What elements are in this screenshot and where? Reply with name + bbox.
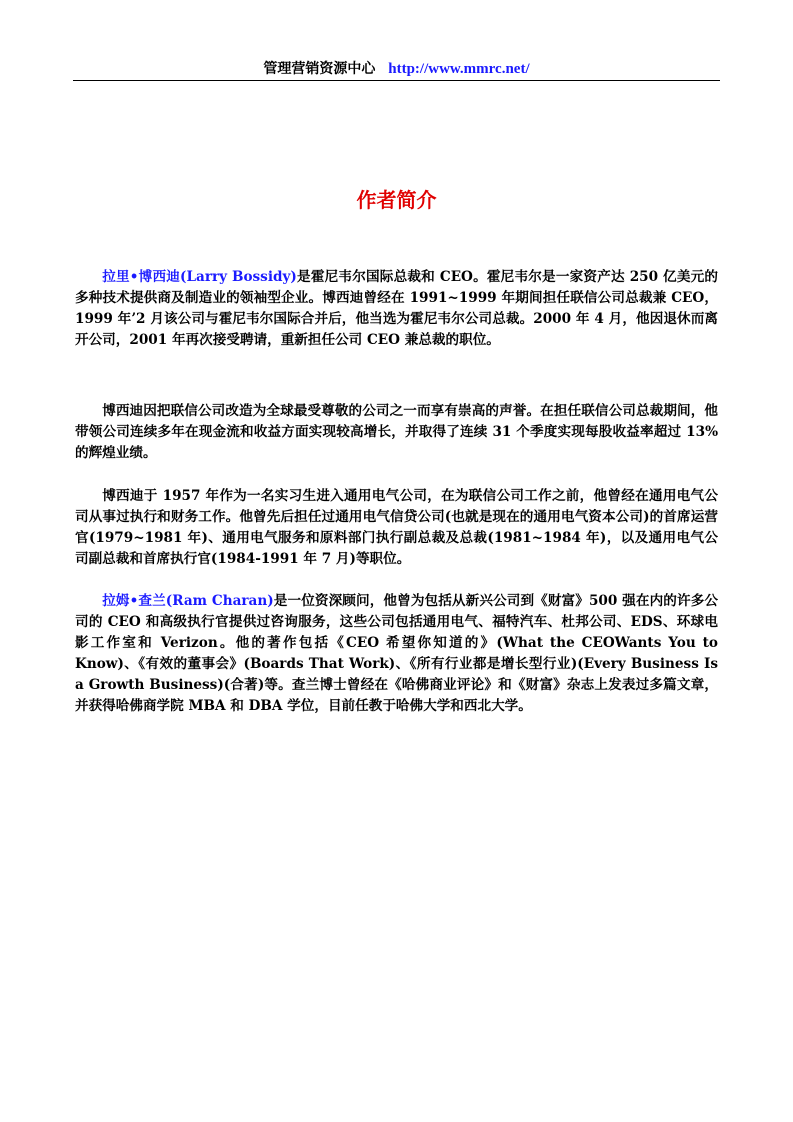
paragraph-charan-intro — [75, 591, 718, 717]
author-link-bossidy[interactable]: 拉里•博西迪(Larry Bossidy) — [102, 269, 297, 285]
paragraph-text: 是一位资深顾问，他曾为包括从新兴公司到《财富》500 强在内的许多公司的 CEO 和高级执行官提供过咨询服务，这些公司包括通用电气、福特汽车、杜邦公司、EDS、环球电影工作室和 Verizon。他的著作包括《CEO 希望你知道的》(What the CEOWants You to Know)、《有效的董事会》(Boards That Work)、《所有行业都是增长型行业)(Every Business Is a Growth Business)(合著)等。查兰博士曾经在《哈佛商业评论》和《财富》杂志上发表过多篇文章，并获得哈佛商学院 MBA 和 DBA 学位，目前任教于哈佛大学和西北大学。 — [75, 593, 718, 714]
paragraph-text: 博西迪于 1957 年作为一名实习生进入通用电气公司，在为联信公司工作之前，他曾经在通用电气公司从事过执行和财务工作。他曾先后担任过通用电气信贷公司(也就是现在的通用电气资本公司)的首席运营官(1979~1981 年)、通用电气服务和原料部门执行副总裁及总裁(1981~1984 年)，以及通用电气公司副总裁和首席执行官(1984-1991 年 7 月)等职位。 — [75, 488, 718, 567]
page-title: 作者简介 — [356, 188, 437, 212]
paragraph-bossidy-reputation — [75, 401, 718, 464]
site-url-link[interactable]: http://www.mmrc.net/ — [388, 61, 530, 77]
paragraph-bossidy-career — [75, 486, 718, 570]
paragraph-bossidy-intro — [75, 267, 718, 351]
page-header — [73, 58, 720, 81]
paragraph-text: 是霍尼韦尔国际总裁和 CEO。霍尼韦尔是一家资产达 250 亿美元的多种技术提供商及制造业的领袖型企业。博西迪曾经在 1991~1999 年期间担任联信公司总裁兼 CEO，1999 年’2 月该公司与霍尼韦尔国际合并后，他当选为霍尼韦尔公司总裁。2000 年 4 月，他因退休而离开公司，2001 年再次接受聘请，重新担任公司 CEO 兼总裁的职位。 — [75, 269, 718, 348]
author-link-charan[interactable]: 拉姆•查兰(Ram Charan) — [102, 593, 274, 609]
paragraph-text: 博西迪因把联信公司改造为全球最受尊敬的公司之一而享有崇高的声誉。在担任联信公司总裁期间，他带领公司连续多年在现金流和收益方面实现较高增长，并取得了连续 31 个季度实现每股收益率超过 13%的辉煌业绩。 — [75, 403, 718, 461]
site-name: 管理营销资源中心 — [263, 61, 376, 77]
